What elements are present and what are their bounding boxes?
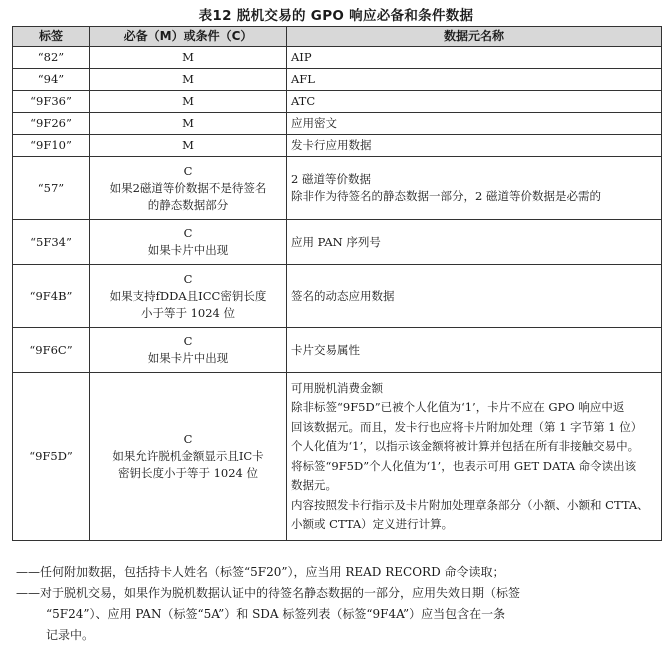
name-line: 卡片交易属性 xyxy=(291,342,360,357)
condition-cell xyxy=(90,135,287,157)
tag-cell: “9F26” xyxy=(13,113,90,135)
condition-cell xyxy=(90,373,287,541)
condition-line: 如果支持fDDA且ICC密钥长度 xyxy=(109,288,267,303)
name-cell xyxy=(287,220,662,265)
condition-cell xyxy=(90,328,287,373)
condition-line: C xyxy=(183,271,193,286)
header-tag: 标签 xyxy=(13,27,90,47)
name-cell xyxy=(287,157,662,220)
condition-line: M xyxy=(182,116,194,130)
condition-line: 如果卡片中出现 xyxy=(147,243,229,257)
tag-cell: “9F5D” xyxy=(13,373,90,541)
condition-line: 的静态数据部分 xyxy=(147,197,229,212)
condition-cell xyxy=(90,265,287,328)
condition-cell xyxy=(90,91,287,113)
table-row xyxy=(13,220,662,265)
name-cell xyxy=(287,373,662,541)
name-line: 个人化值为‘1’，以指示该金额将被计算并包括在所有非接触交易中。 xyxy=(291,439,640,453)
table-row xyxy=(13,373,662,541)
condition-line: M xyxy=(182,138,194,152)
name-cell xyxy=(287,113,662,135)
tag-cell: “9F4B” xyxy=(13,265,90,328)
table-row xyxy=(13,135,662,157)
table-row xyxy=(13,91,662,113)
condition-line: M xyxy=(182,72,194,86)
note-line: “5F24”）、应用 PAN（标签“5A”）和 SDA 标签列表（标签“9F4A”）应当包含在一条 xyxy=(46,607,506,621)
name-line: 应用 PAN 序列号 xyxy=(291,234,381,249)
name-line: 除非标签“9F5D”已被个人化值为‘1’，卡片不应在 GPO 响应中返 xyxy=(291,400,625,414)
condition-line: C xyxy=(183,334,193,348)
name-line: 除非作为待签名的静态数据一部分，2 磁道等价数据是必需的 xyxy=(291,189,601,203)
condition-cell xyxy=(90,220,287,265)
name-cell xyxy=(287,265,662,328)
condition-line: 如果卡片中出现 xyxy=(147,351,229,365)
name-line: 签名的动态应用数据 xyxy=(291,288,395,303)
condition-line: C xyxy=(183,432,193,446)
name-cell xyxy=(287,91,662,113)
name-cell xyxy=(287,69,662,91)
condition-cell xyxy=(90,157,287,220)
name-line: 2 磁道等价数据 xyxy=(291,172,371,186)
tag-cell: “94” xyxy=(13,69,90,91)
name-line: AIP xyxy=(291,50,312,64)
name-cell xyxy=(287,328,662,373)
name-line: 可用脱机消费金额 xyxy=(291,380,383,395)
name-line: 应用密文 xyxy=(291,116,337,130)
name-line: 回该数据元。而且，发卡行也应将卡片附加处理（第 1 字节第 1 位） xyxy=(291,419,643,434)
table-row xyxy=(13,328,662,373)
condition-line: 如果允许脱机金额显示且IC卡 xyxy=(112,449,264,463)
tag-cell: “9F10” xyxy=(13,135,90,157)
name-line: 发卡行应用数据 xyxy=(291,138,372,152)
name-line: 小额或 CTTA）定义进行计算。 xyxy=(291,517,454,531)
gpo-response-table xyxy=(12,26,662,541)
name-line: 数据元。 xyxy=(291,478,337,492)
tag-cell: “9F6C” xyxy=(13,328,90,373)
header-data-element-name: 数据元名称 xyxy=(287,27,662,47)
condition-cell xyxy=(90,69,287,91)
condition-line: 密钥长度小于等于 1024 位 xyxy=(117,466,259,480)
header-condition: 必备（M）或条件（C） xyxy=(90,27,287,47)
table-row xyxy=(13,47,662,69)
table-header-row xyxy=(13,27,662,47)
condition-line: C xyxy=(183,163,193,178)
name-line: 内容按照发卡行指示及卡片附加处理章条部分（小额、小额和 CTTA、 xyxy=(291,497,649,512)
notes-block xyxy=(16,562,664,646)
name-line: 将标签“9F5D”个人化值为‘1’，也表示可用 GET DATA 命令读出该 xyxy=(291,458,637,473)
table-row xyxy=(13,265,662,328)
condition-cell xyxy=(90,47,287,69)
name-cell xyxy=(287,47,662,69)
condition-line: 如果2磁道等价数据不是待签名 xyxy=(109,180,267,195)
note-line: ——对于脱机交易，如果作为脱机数据认证中的待签名静态数据的一部分，应用失效日期（标签 xyxy=(16,586,521,600)
note-line: 记录中。 xyxy=(46,628,95,642)
condition-line: C xyxy=(183,226,193,240)
condition-line: M xyxy=(182,50,194,64)
name-line: AFL xyxy=(291,72,315,86)
note-line: ——任何附加数据，包括持卡人姓名（标签“5F20”），应当用 READ RECORD 命令读取； xyxy=(16,565,505,579)
table-row xyxy=(13,69,662,91)
condition-cell xyxy=(90,113,287,135)
condition-line: M xyxy=(182,94,194,108)
table-row xyxy=(13,157,662,220)
table-row xyxy=(13,113,662,135)
tag-cell: “5F34” xyxy=(13,220,90,265)
name-line: ATC xyxy=(291,94,316,108)
tag-cell: “82” xyxy=(13,47,90,69)
condition-line: 小于等于 1024 位 xyxy=(140,305,236,320)
tag-cell: “57” xyxy=(13,157,90,220)
table-caption: 表12 脱机交易的 GPO 响应必备和条件数据 xyxy=(198,8,474,24)
tag-cell: “9F36” xyxy=(13,91,90,113)
name-cell xyxy=(287,135,662,157)
